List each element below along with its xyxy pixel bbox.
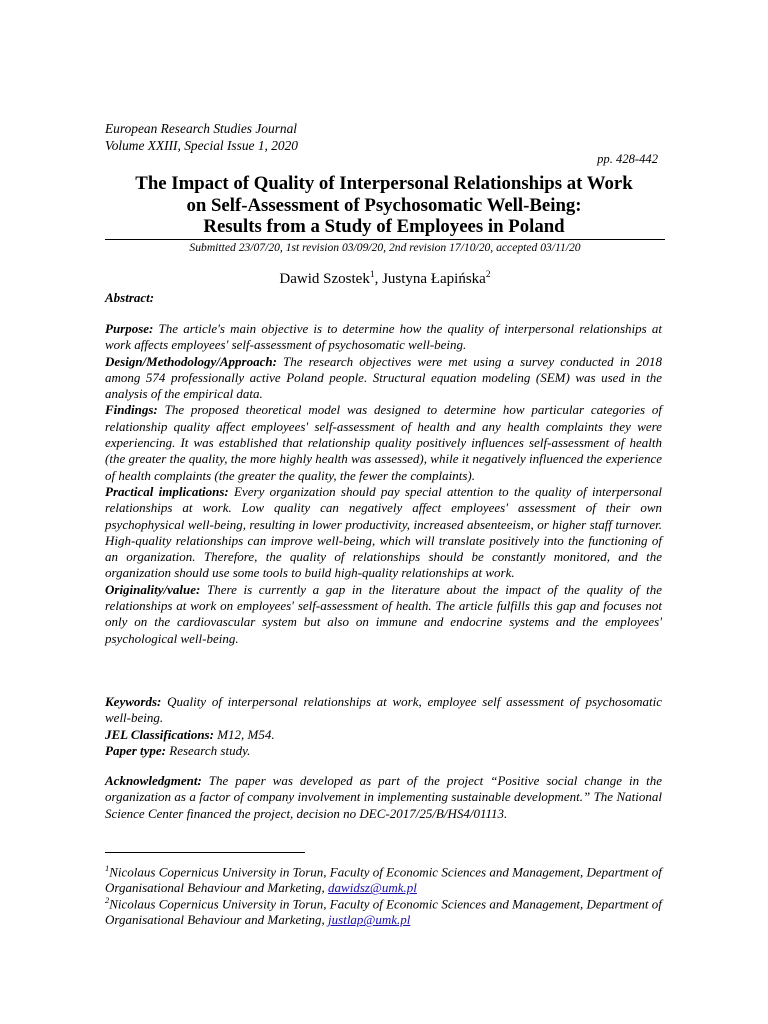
footnote-marker: 1 xyxy=(105,863,110,873)
jel-text: M12, M54. xyxy=(213,726,275,742)
jel-label: JEL Classifications: xyxy=(105,726,214,742)
acknowledgment-label: Acknowledgment: xyxy=(105,773,202,788)
footnote-1 xyxy=(105,860,685,896)
purpose-text: The article's main objective is to determine how the quality of interpersonal relationships at work affects employees' self-assessment of psychosomatic well-being. xyxy=(105,321,662,353)
practical-text: Every organization should pay special attention to the quality of interpersonal relationships at work. Low quality can negatively affect employees' assessment of their own psychophysical well-being, resulting in lower productivity, increased absenteeism, or higher staff turnover. High-quality relationships can improve well-being, which will translate positively into the functioning of an organization. Therefore, the quality of relationships should be constantly monitored, and the organization should use some tools to build high-quality relationships at work. xyxy=(105,483,662,581)
acknowledgment-text: The paper was developed as part of the project “Positive social change in the organization as a factor of company involvement in implementing sustainable development.” The National Science Center financed the project, decision no DEC-2017/25/B/HS4/01113. xyxy=(105,773,662,821)
acknowledgment-block xyxy=(105,773,662,822)
findings-text: The proposed theoretical model was designed to determine how particular categories of relationship quality affect employees' self-assessment of health and any health complaints they were experiencing. It was established that relationship quality positively influences self-assessment of health (the greater the quality, the more highly health was assessed), while it negatively influenced the experience of health complaints (the greater the quality, the fewer the complaints). xyxy=(105,402,662,483)
footnote-2 xyxy=(105,892,685,928)
footnote-text: Nicolaus Copernicus University in Torun, Faculty of Economic Sciences and Management, Department of Organisational Behaviour and Marketing, xyxy=(105,896,662,928)
author-list xyxy=(105,270,665,288)
paper-type-label: Paper type: xyxy=(105,742,167,758)
footnote-email-link[interactable]: dawidsz@umk.pl xyxy=(328,880,417,896)
paper-type-text: Research study. xyxy=(166,742,251,758)
title-line-3: Results from a Study of Employees in Poland xyxy=(203,216,565,237)
page-range: pp. 428-442 xyxy=(597,152,658,166)
findings-label: Findings: xyxy=(105,402,158,418)
journal-header xyxy=(105,120,298,154)
originality-label: Originality/value: xyxy=(105,581,201,597)
keywords-block xyxy=(105,694,662,759)
journal-volume: Volume XXIII, Special Issue 1, 2020 xyxy=(105,138,298,153)
author-affiliation-marker: 2 xyxy=(485,270,491,280)
purpose-label: Purpose: xyxy=(105,321,154,336)
findings-paragraph xyxy=(105,402,662,483)
author-separator: , xyxy=(374,271,383,287)
acknowledgment-paragraph xyxy=(105,773,662,822)
author-name: Justyna Łapińska xyxy=(382,271,486,287)
design-paragraph xyxy=(105,354,662,403)
paper-type-paragraph xyxy=(105,743,662,759)
practical-label: Practical implications: xyxy=(105,483,229,499)
originality-paragraph xyxy=(105,582,662,647)
footnote-text: Nicolaus Copernicus University in Torun, Faculty of Economic Sciences and Management, Department of Organisational Behaviour and Marketing, xyxy=(105,864,662,896)
abstract-body xyxy=(105,321,662,647)
title-rule xyxy=(105,239,665,240)
footnote-rule xyxy=(105,852,305,853)
keywords-paragraph xyxy=(105,694,662,727)
submission-dates: Submitted 23/07/20, 1st revision 03/09/20, 2nd revision 17/10/20, accepted 03/11/20 xyxy=(189,241,581,254)
title-line-2: on Self-Assessment of Psychosomatic Well-Being: xyxy=(186,194,582,216)
keywords-text: Quality of interpersonal relationships at work, employee self assessment of psychosomatic well-being. xyxy=(105,694,662,726)
footnote-marker: 2 xyxy=(105,895,110,905)
paper-title xyxy=(60,173,708,238)
keywords-label: Keywords: xyxy=(105,694,162,709)
journal-name: European Research Studies Journal xyxy=(105,121,298,136)
title-line-1: The Impact of Quality of Interpersonal Relationships at Work xyxy=(135,173,633,194)
abstract-heading: Abstract: xyxy=(105,290,155,305)
practical-paragraph xyxy=(105,484,662,582)
originality-text: There is currently a gap in the literature about the impact of the quality of the relationships at work on employees' self-assessment of health. The article fulfills this gap and focuses not only on the cardiovascular system but also on immune and endocrine systems and the employees' psychological well-being. xyxy=(105,581,662,646)
design-label: Design/Methodology/Approach: xyxy=(105,353,277,369)
author-affiliation-marker: 1 xyxy=(369,270,375,280)
jel-paragraph xyxy=(105,727,662,743)
design-text: The research objectives were met using a survey conducted in 2018 among 574 professionally active Poland people. Structural equation modeling (SEM) was used in the analysis of the empirical data. xyxy=(105,353,662,402)
footnote-email-link[interactable]: justlap@umk.pl xyxy=(328,912,411,928)
purpose-paragraph xyxy=(105,321,662,354)
author-name: Dawid Szostek xyxy=(279,271,370,287)
